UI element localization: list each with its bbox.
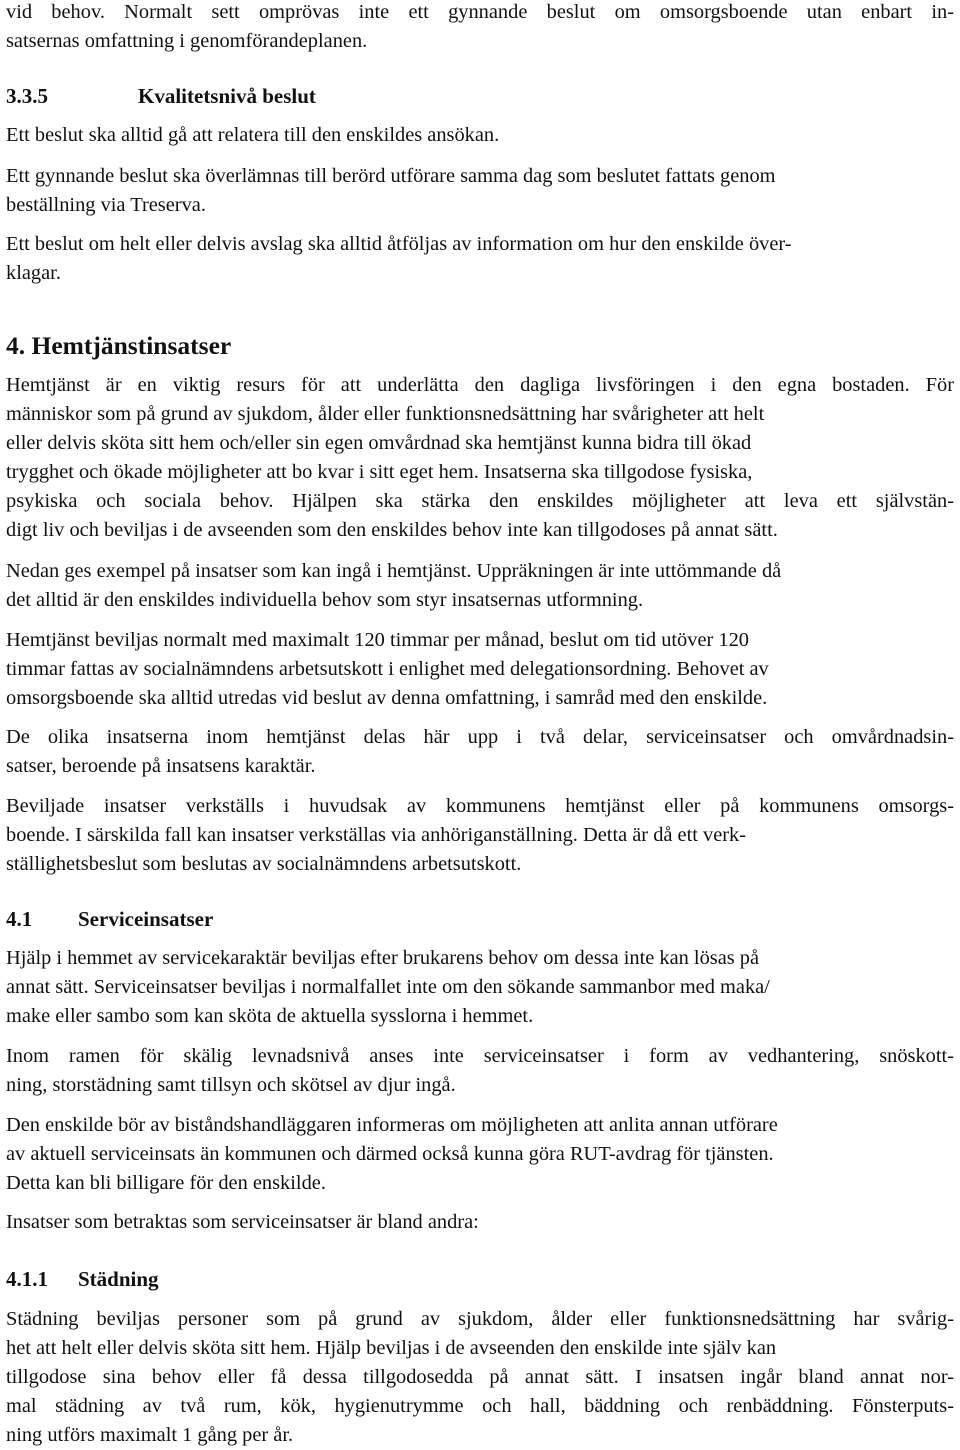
text-line: ställighetsbeslut som beslutas av socialnämndens arbetsutskott. (6, 853, 522, 875)
section-title: Serviceinsatser (78, 907, 214, 931)
section-number: 3.3.5 (6, 84, 48, 108)
section-number: 4.1 (6, 907, 33, 931)
text-line: Insatser som betraktas som serviceinsatser är bland andra: (6, 1211, 479, 1233)
text-line: Beviljade insatser verkställs i huvudsak av kommunens hemtjänst eller på kommunens omsorgs- (6, 795, 954, 817)
text-line: Den enskilde bör av biståndshandläggaren informeras om möjligheten att anlita annan utförare (6, 1114, 778, 1136)
text-line: psykiska och sociala behov. Hjälpen ska stärka den enskildes möjligheter att leva ett självstän- (6, 490, 954, 512)
text-line: beställning via Treserva. (6, 194, 206, 216)
text-line: människor som på grund av sjukdom, ålder eller funktionsnedsättning har svårigheter att helt (6, 403, 765, 425)
paragraph (6, 1305, 954, 1450)
paragraph (6, 121, 954, 150)
intro-paragraph (6, 0, 954, 56)
text-line: satser, beroende på insatsens karaktär. (6, 755, 316, 777)
paragraph (6, 944, 954, 1031)
text-line: het att helt eller delvis sköta sitt hem. Hjälp beviljas i de avseenden den enskilde inte själv kan (6, 1337, 777, 1359)
section-title: Kvalitetsnivå beslut (138, 84, 316, 108)
text-line: Detta kan bli billigare för den enskilde. (6, 1172, 326, 1194)
text-line: annat sätt. Serviceinsatser beviljas i normalfallet inte om den sökande sammanbor med maka/ (6, 976, 770, 998)
text-line: digt liv och beviljas i de avseenden som den enskildes behov inte kan tillgodoses på annat sätt. (6, 519, 778, 541)
text-line: tillgodose sina behov eller få dessa tillgodosedda på annat sätt. I insatsen ingår bland annat nor- (6, 1366, 954, 1388)
paragraph (6, 230, 954, 288)
text-line: Ett beslut om helt eller delvis avslag ska alltid åtföljas av information om hur den enskilde över- (6, 233, 792, 255)
text-line: timmar fattas av socialnämndens arbetsutskott i enlighet med delegationsordning. Behovet av (6, 658, 769, 680)
paragraph (6, 626, 954, 713)
paragraph (6, 162, 954, 220)
text-line: Inom ramen för skälig levnadsnivå anses inte serviceinsatser i form av vedhantering, snöskott- (6, 1045, 954, 1067)
text-line: ning, storstädning samt tillsyn och skötsel av djur ingå. (6, 1074, 456, 1096)
text-line: Hjälp i hemmet av servicekaraktär beviljas efter brukarens behov om dessa inte kan lösas på (6, 947, 760, 969)
paragraph (6, 1042, 954, 1100)
text-line: Ett beslut ska alltid gå att relatera till den enskildes ansökan. (6, 124, 500, 146)
text-line: mal städning av två rum, kök, hygienutrymme och hall, bäddning och renbäddning. Fönsterputs- (6, 1395, 954, 1417)
paragraph (6, 723, 954, 781)
text-line: Nedan ges exempel på insatser som kan ingå i hemtjänst. Uppräkningen är inte uttömmande då (6, 560, 782, 582)
text-line: det alltid är den enskildes individuella behov som styr insatsernas utformning. (6, 589, 644, 611)
text-line: av aktuell serviceinsats än kommunen och därmed också kunna göra RUT-avdrag för tjänsten. (6, 1143, 774, 1165)
text-line: make eller sambo som kan sköta de aktuella sysslorna i hemmet. (6, 1005, 534, 1027)
text-line: Hemtjänst beviljas normalt med maximalt 120 timmar per månad, beslut om tid utöver 120 (6, 629, 749, 651)
text-line: Städning beviljas personer som på grund av sjukdom, ålder eller funktionsnedsättning har svårig- (6, 1308, 954, 1330)
text-line: ning utförs maximalt 1 gång per år. (6, 1424, 294, 1446)
section-heading-4-1-1 (6, 1265, 159, 1294)
chapter-heading-4: 4. Hemtjänstinsatser (6, 331, 232, 360)
text-line: omsorgsboende ska alltid utredas vid beslut av denna omfattning, i samråd med den enskilde. (6, 687, 768, 709)
section-heading-3-3-5 (6, 82, 316, 111)
text-line: trygghet och ökade möjligheter att bo kvar i sitt eget hem. Insatserna ska tillgodose fysiska, (6, 461, 753, 483)
paragraph (6, 1208, 954, 1237)
text-line: boende. I särskilda fall kan insatser verkställas via anhöriganställning. Detta är då ett verk- (6, 824, 747, 846)
paragraph (6, 557, 954, 615)
text-line: eller delvis sköta sitt hem och/eller sin egen omvårdnad ska hemtjänst kunna bidra till ökad (6, 432, 752, 454)
section-heading-4-1 (6, 905, 213, 934)
section-title: Städning (78, 1267, 159, 1291)
text-line: Ett gynnande beslut ska överlämnas till berörd utförare samma dag som beslutet fattats genom (6, 165, 776, 187)
paragraph (6, 1111, 954, 1198)
paragraph (6, 371, 954, 545)
text-line: vid behov. Normalt sett omprövas inte ett gynnande beslut om omsorgsboende utan enbart in- (6, 1, 954, 23)
text-line: De olika insatserna inom hemtjänst delas här upp i två delar, serviceinsatser och omvårdnadsin- (6, 726, 954, 748)
paragraph (6, 792, 954, 879)
text-line: satsernas omfattning i genomförandeplanen. (6, 30, 368, 52)
text-line: klagar. (6, 262, 61, 284)
section-number: 4.1.1 (6, 1267, 48, 1291)
text-line: Hemtjänst är en viktig resurs för att underlätta den dagliga livsföringen i den egna bostaden. För (6, 374, 954, 396)
